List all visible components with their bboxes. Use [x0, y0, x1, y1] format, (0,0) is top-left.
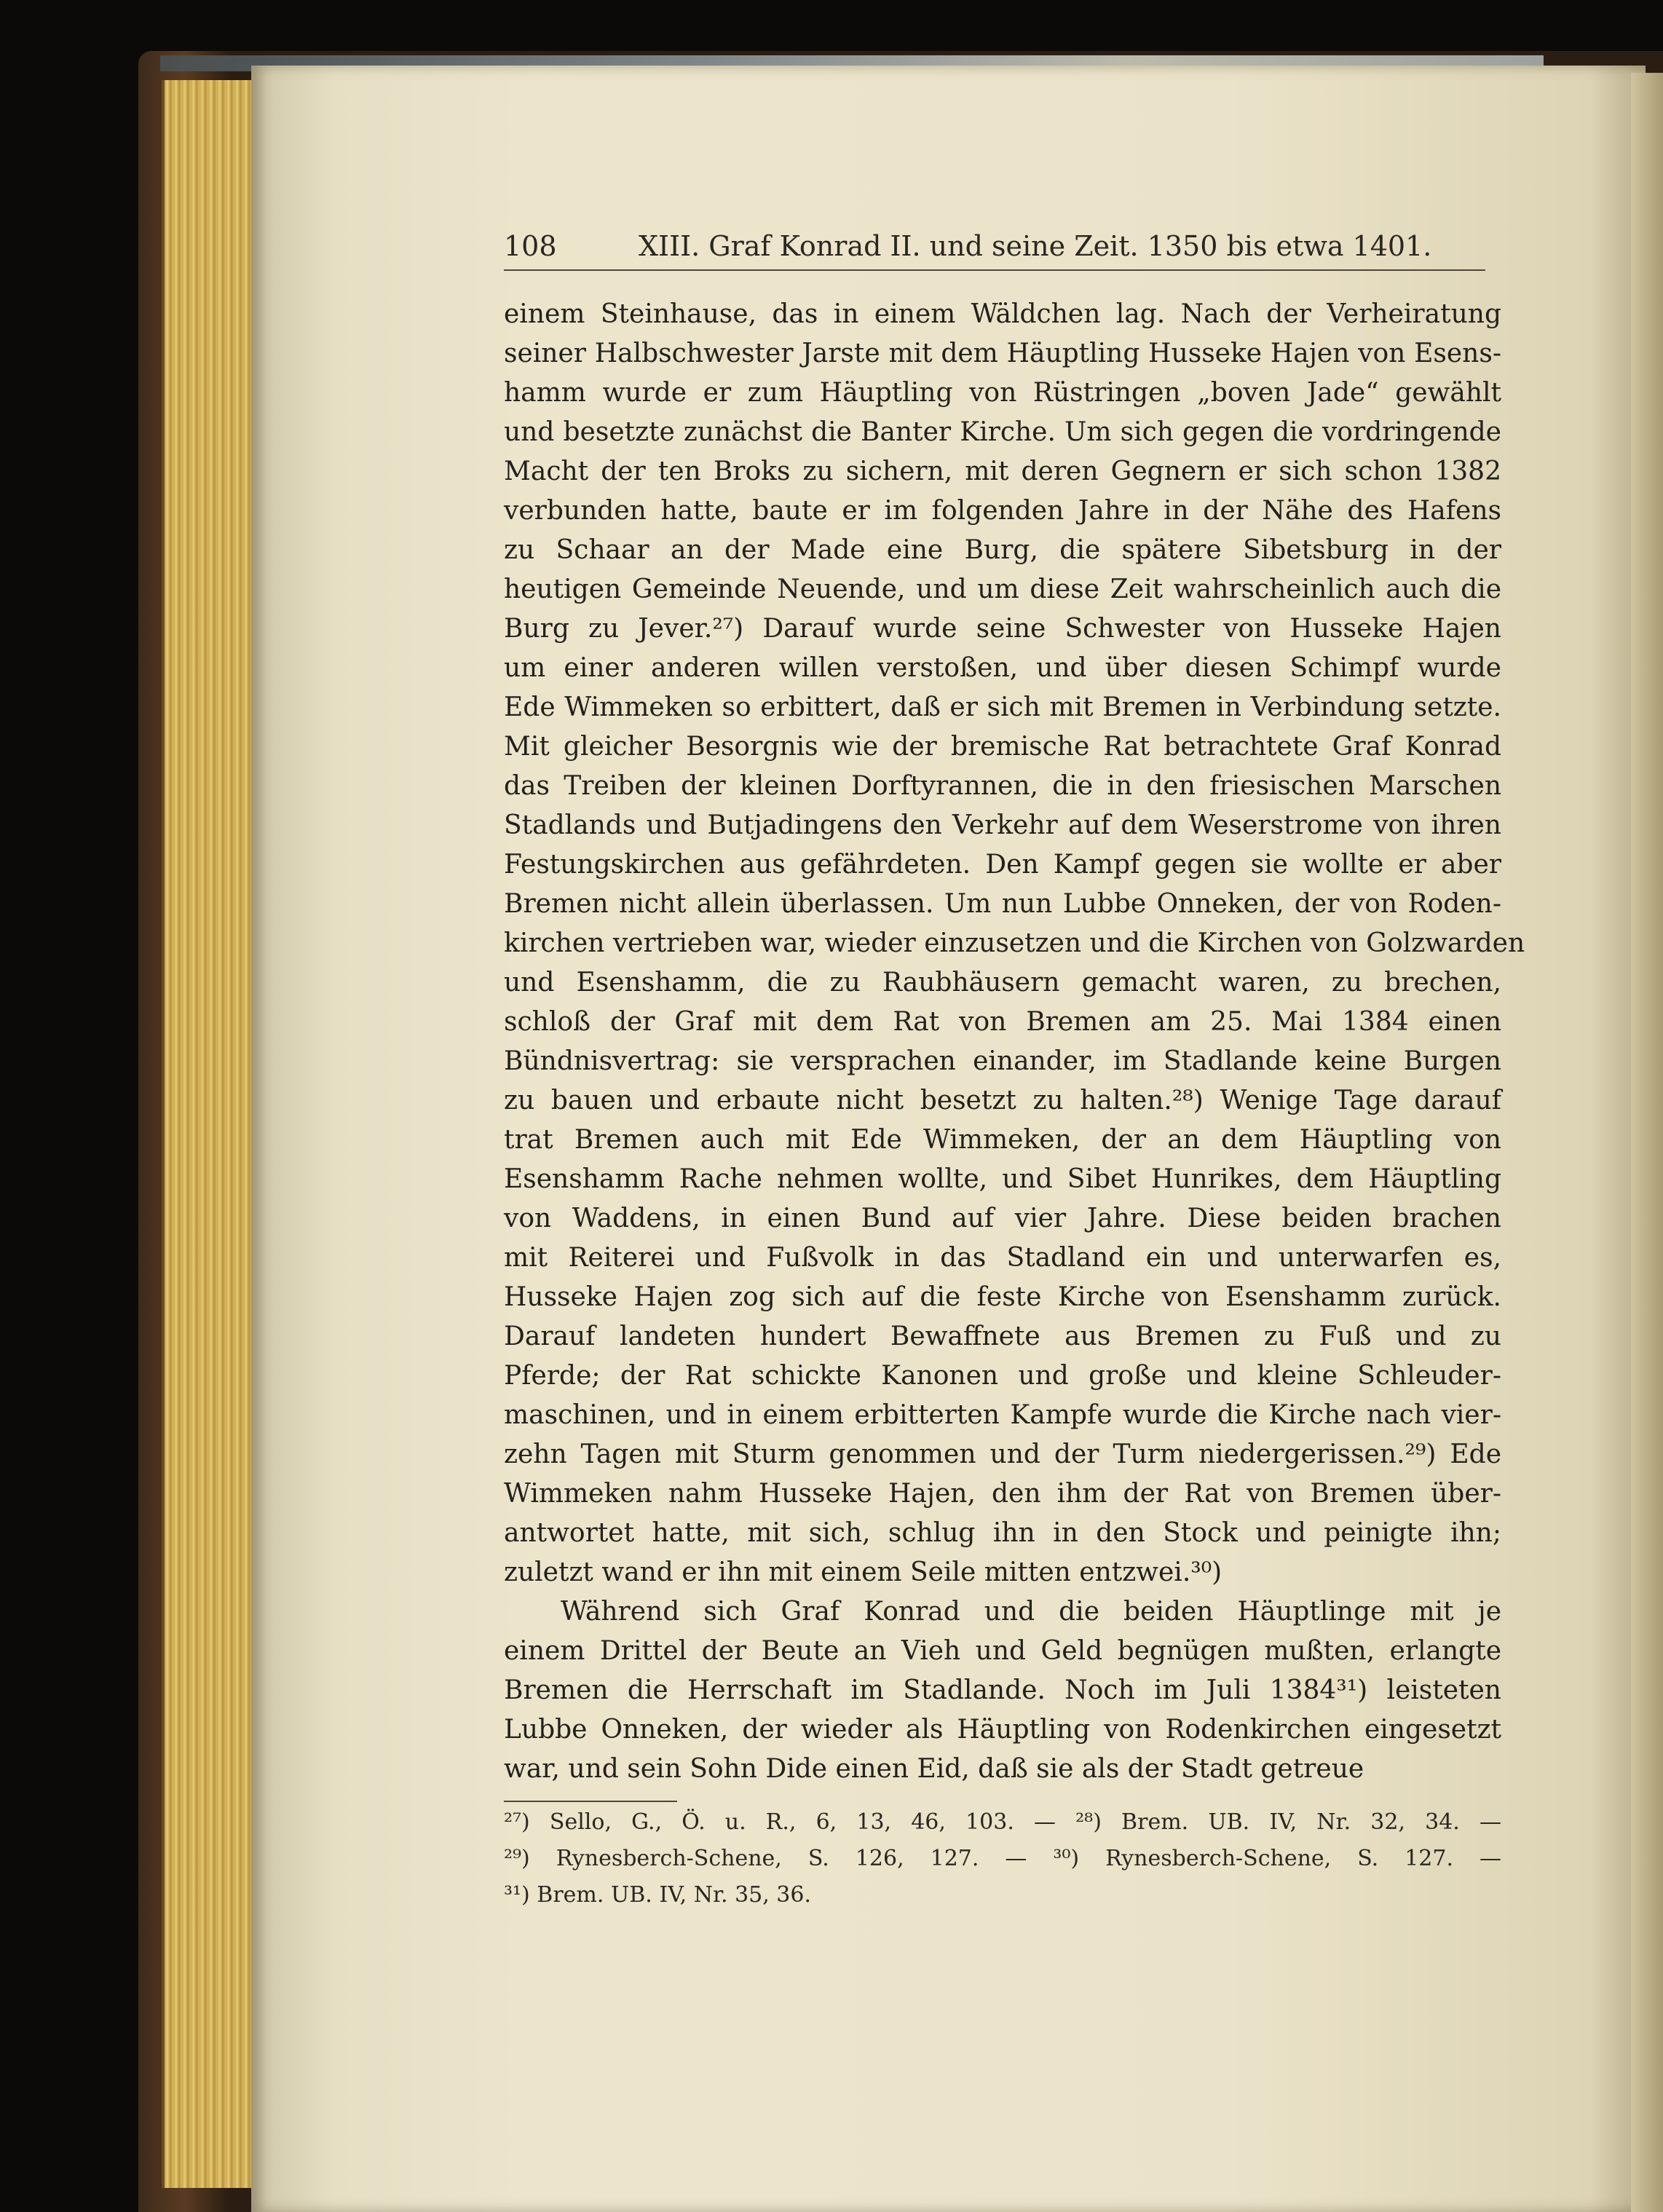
- text-line: Bündnisvertrag: sie versprachen einander, im Stadlande keine Burgen: [504, 1046, 1501, 1076]
- text-line: Mit gleicher Besorgnis wie der bremische Rat betrachtete Graf Konrad: [504, 732, 1501, 762]
- footnotes: [504, 1804, 1501, 1913]
- text-line: einem Drittel der Beute an Vieh und Geld begnügen mußten, erlangte: [504, 1636, 1501, 1666]
- text-line: Bremen die Herrschaft im Stadlande. Noch im Juli 1384³¹) leisteten: [504, 1675, 1501, 1705]
- running-title: XIII. Graf Konrad II. und seine Zeit. 1350 bis etwa 1401.: [639, 230, 1432, 262]
- text-line: Darauf landeten hundert Bewaffnete aus Bremen zu Fuß und zu: [504, 1322, 1501, 1351]
- text-line: einem Steinhause, das in einem Wäldchen lag. Nach der Verheiratung: [504, 299, 1501, 329]
- text-line: zu Schaar an der Made eine Burg, die spätere Sibetsburg in der: [504, 535, 1501, 565]
- page-number: 108: [504, 230, 557, 262]
- text-line: maschinen, und in einem erbitterten Kampfe wurde die Kirche nach vier-: [504, 1400, 1501, 1430]
- text-line: das Treiben der kleinen Dorftyrannen, die in den friesischen Marschen: [504, 771, 1501, 801]
- text-line: Macht der ten Broks zu sichern, mit deren Gegnern er sich schon 1382: [504, 457, 1501, 486]
- text-line: mit Reiterei und Fußvolk in das Stadland ein und unterwarfen es,: [504, 1243, 1501, 1273]
- text-line: heutigen Gemeinde Neuende, und um diese Zeit wahrscheinlich auch die: [504, 574, 1501, 604]
- body-text: [504, 295, 1525, 1789]
- text-line: verbunden hatte, baute er im folgenden Jahre in der Nähe des Hafens: [504, 496, 1501, 526]
- page-header: [504, 226, 1487, 269]
- text-line: antwortet hatte, mit sich, schlug ihn in den Stock und peinigte ihn;: [504, 1518, 1501, 1548]
- facing-page-edge: [1631, 73, 1663, 2212]
- footnote-rule: [504, 1801, 677, 1802]
- text-line: zuletzt wand er ihn mit einem Seile mitten entzwei.³⁰): [504, 1557, 1222, 1587]
- text-line: Festungskirchen aus gefährdeten. Den Kampf gegen sie wollte er aber: [504, 850, 1501, 880]
- text-line: Burg zu Jever.²⁷) Darauf wurde seine Schwester von Husseke Hajen: [504, 614, 1501, 644]
- text-line: Stadlands und Butjadingens den Verkehr auf dem Weserstrome von ihren: [504, 810, 1501, 840]
- text-line: von Waddens, in einen Bund auf vier Jahre. Diese beiden brachen: [504, 1204, 1501, 1233]
- text-line: Lubbe Onneken, der wieder als Häuptling von Rodenkirchen eingesetzt: [504, 1715, 1501, 1745]
- text-line: Wimmeken nahm Husseke Hajen, den ihm der Rat von Bremen über-: [504, 1479, 1501, 1509]
- text-line: und Esenshamm, die zu Raubhäusern gemacht waren, zu brechen,: [504, 968, 1501, 998]
- text-line: schloß der Graf mit dem Rat von Bremen am 25. Mai 1384 einen: [504, 1007, 1501, 1037]
- text-line: hamm wurde er zum Häuptling von Rüstringen „boven Jade“ gewählt: [504, 378, 1501, 408]
- text-line: seiner Halbschwester Jarste mit dem Häuptling Husseke Hajen von Esens-: [504, 339, 1501, 368]
- text-line: war, und sein Sohn Dide einen Eid, daß sie als der Stadt getreue: [504, 1754, 1364, 1784]
- text-line: kirchen vertrieben war, wieder einzusetzen und die Kirchen von Golzwarden: [504, 928, 1525, 958]
- header-rule: [504, 269, 1485, 271]
- footnote-line: ²⁷) Sello, G., Ö. u. R., 6, 13, 46, 103. — ²⁸) Brem. UB. IV, Nr. 32, 34. —: [504, 1809, 1501, 1835]
- text-line: zu bauen und erbaute nicht besetzt zu halten.²⁸) Wenige Tage darauf: [504, 1086, 1501, 1115]
- text-line: und besetzte zunächst die Banter Kirche. Um sich gegen die vordringende: [504, 417, 1501, 447]
- text-line: trat Bremen auch mit Ede Wimmeken, der an dem Häuptling von: [504, 1125, 1501, 1155]
- text-line: Während sich Graf Konrad und die beiden Häuptlinge mit je: [561, 1597, 1501, 1627]
- text-line: Pferde; der Rat schickte Kanonen und große und kleine Schleuder-: [504, 1361, 1501, 1391]
- text-line: Bremen nicht allein überlassen. Um nun Lubbe Onneken, der von Roden-: [504, 889, 1501, 919]
- text-line: um einer anderen willen verstoßen, und über diesen Schimpf wurde: [504, 653, 1501, 683]
- text-line: Ede Wimmeken so erbittert, daß er sich mit Bremen in Verbindung setzte.: [504, 692, 1501, 722]
- footnote-line: ³¹) Brem. UB. IV, Nr. 35, 36.: [504, 1882, 812, 1908]
- text-line: Husseke Hajen zog sich auf die feste Kirche von Esenshamm zurück.: [504, 1282, 1501, 1312]
- footnote-line: ²⁹) Rynesberch-Schene, S. 126, 127. — ³⁰) Rynesberch-Schene, S. 127. —: [504, 1846, 1501, 1871]
- text-line: zehn Tagen mit Sturm genommen und der Turm niedergerissen.²⁹) Ede: [504, 1439, 1501, 1469]
- text-line: Esenshamm Rache nehmen wollte, und Sibet Hunrikes, dem Häuptling: [504, 1164, 1501, 1194]
